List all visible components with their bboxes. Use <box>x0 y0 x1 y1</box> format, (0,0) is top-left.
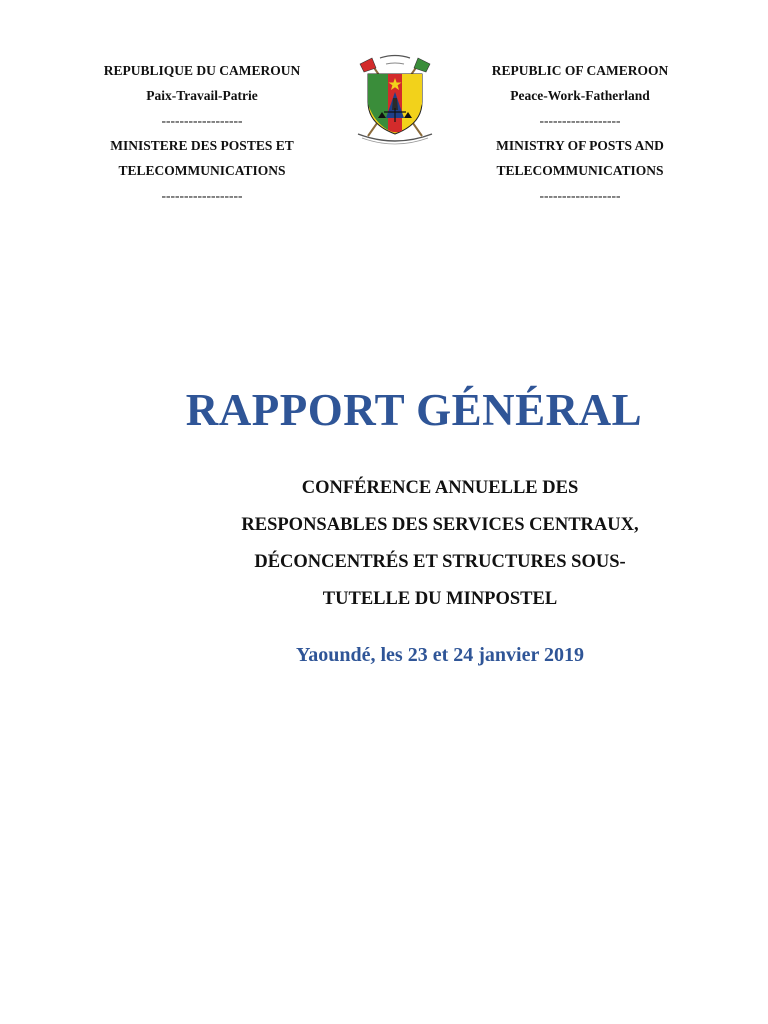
separator: ------------------ <box>539 188 621 203</box>
separator: ------------------ <box>539 113 621 128</box>
document-subtitle <box>120 470 760 618</box>
ministry-name-fr-line-1: MINISTERE DES POSTES ET <box>110 138 294 153</box>
separator: ------------------ <box>161 113 243 128</box>
subtitle-line: CONFÉRENCE ANNUELLE DES <box>301 478 579 498</box>
country-name-fr: REPUBLIQUE DU CAMEROUN <box>103 63 301 78</box>
subtitle-line: TUTELLE DU MINPOSTEL <box>322 589 558 609</box>
coat-of-arms-icon <box>352 52 438 146</box>
motto-fr: Paix-Travail-Patrie <box>146 88 258 103</box>
ministry-name-en-line-1: MINISTRY OF POSTS AND <box>496 138 664 153</box>
ministry-name-en-line-2: TELECOMMUNICATIONS <box>496 163 664 178</box>
motto-en: Peace-Work-Fatherland <box>510 88 650 103</box>
header-english <box>450 58 710 208</box>
subtitle-line: RESPONSABLES DES SERVICES CENTRAUX, <box>241 515 639 535</box>
place-and-date: Yaoundé, les 23 et 24 janvier 2019 <box>296 644 584 666</box>
header-french <box>72 58 332 208</box>
document-title: RAPPORT GÉNÉRAL <box>185 385 643 435</box>
country-name-en: REPUBLIC OF CAMEROON <box>491 63 669 78</box>
ministry-name-fr-line-2: TELECOMMUNICATIONS <box>118 163 286 178</box>
subtitle-line: DÉCONCENTRÉS ET STRUCTURES SOUS- <box>254 552 626 572</box>
separator: ------------------ <box>161 188 243 203</box>
